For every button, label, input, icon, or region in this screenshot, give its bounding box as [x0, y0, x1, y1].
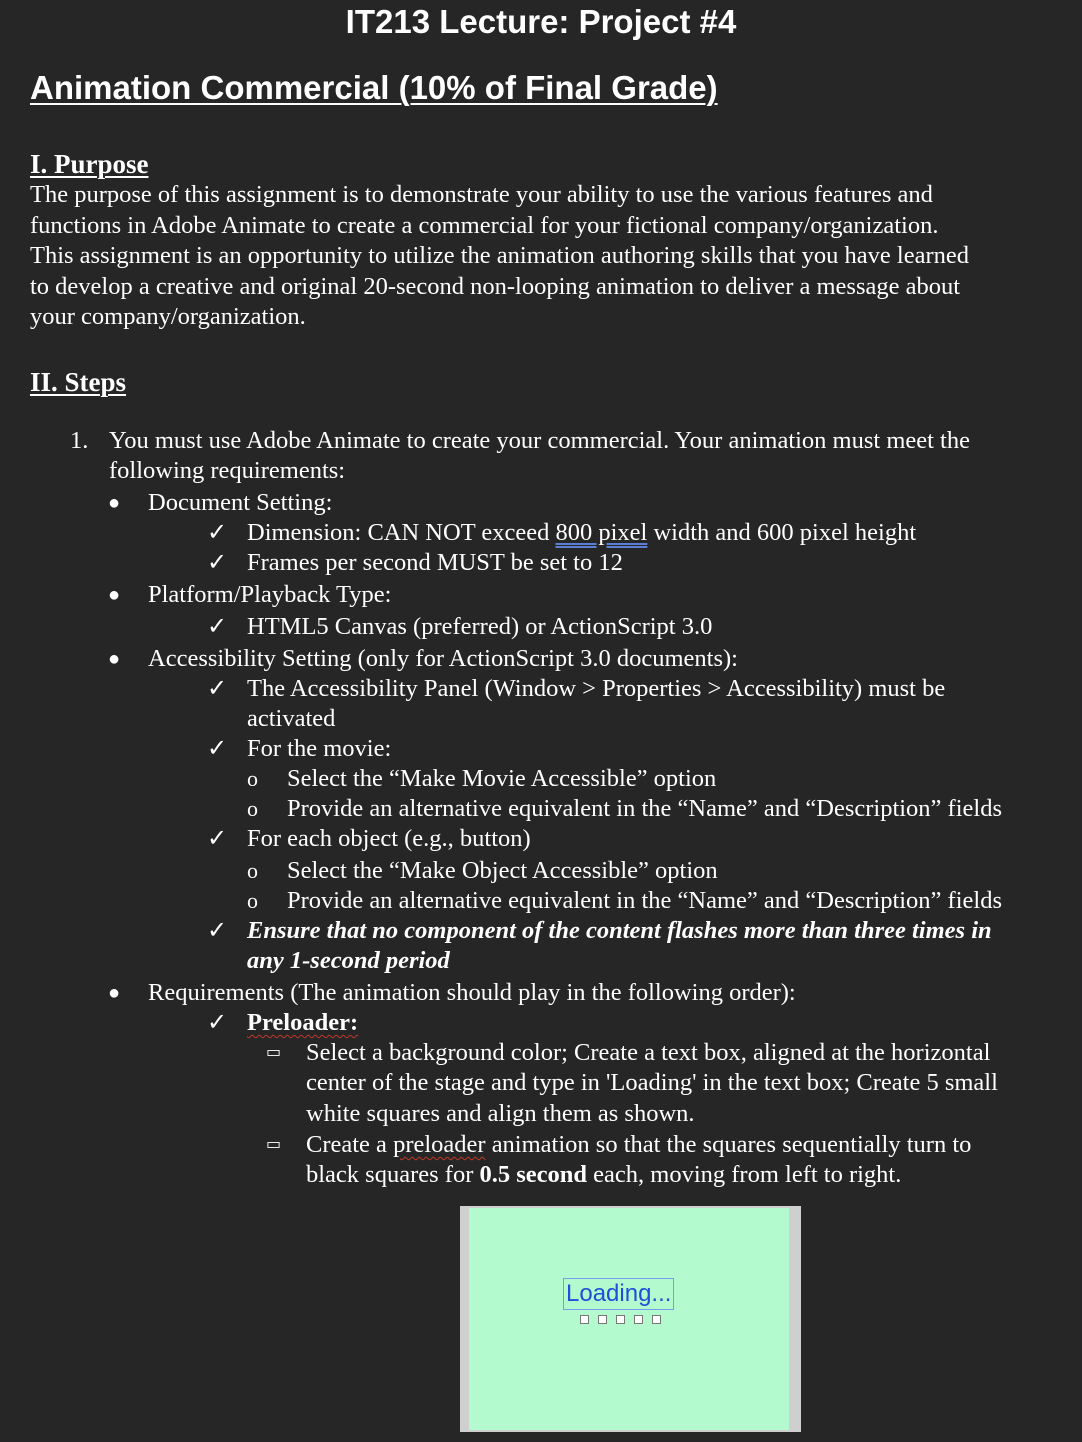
purpose-line: functions in Adobe Animate to create a commercial for your fictional company/organization.: [30, 211, 939, 239]
accessibility-panel-line: The Accessibility Panel (Window > Properties > Accessibility) must be: [247, 675, 946, 702]
purpose-line: your company/organization.: [30, 303, 306, 331]
circle-bullet-icon: o: [247, 858, 258, 883]
check-icon: ✓: [207, 918, 228, 944]
platform-label: Platform/Playback Type:: [148, 581, 392, 608]
circle-bullet-icon: o: [247, 888, 258, 913]
preloader-line: black squares for 0.5 second each, moving from left to right.: [306, 1161, 902, 1188]
check-icon: ✓: [207, 1010, 228, 1036]
box-bullet-icon: ▭: [266, 1044, 282, 1061]
loading-square: [598, 1315, 607, 1324]
movie-label: For the movie:: [247, 735, 392, 762]
preloader-line: white squares and align them as shown.: [306, 1100, 695, 1127]
circle-bullet-icon: o: [247, 766, 258, 791]
requirements-label: Requirements (The animation should play in the following order):: [148, 979, 796, 1006]
object-label: For each object (e.g., button): [247, 825, 531, 852]
preloader-line: Select a background color; Create a text box, aligned at the horizontal: [306, 1039, 991, 1066]
bullet-icon: ●: [108, 648, 121, 670]
circle-bullet-icon: o: [247, 796, 258, 821]
steps-heading: II. Steps: [30, 367, 127, 397]
check-icon: ✓: [207, 614, 228, 640]
purpose-line: The purpose of this assignment is to demonstrate your ability to use the various features and: [30, 181, 933, 208]
loading-square: [616, 1315, 625, 1324]
preloader-line: Create a preloader animation so that the squares sequentially turn to: [306, 1131, 972, 1158]
platform-value: HTML5 Canvas (preferred) or ActionScript 3.0: [247, 613, 713, 640]
dimension-text: Dimension: CAN NOT exceed 800 pixel width and 600 pixel height: [247, 519, 917, 546]
page-title: IT213 Lecture: Project #4: [345, 3, 737, 40]
preloader-label: Preloader:: [247, 1009, 359, 1036]
accessibility-label: Accessibility Setting (only for ActionScript 3.0 documents):: [148, 645, 738, 672]
fps-text: Frames per second MUST be set to 12: [247, 549, 623, 576]
purpose-heading: I. Purpose: [30, 149, 149, 179]
check-icon: ✓: [207, 520, 228, 546]
box-bullet-icon: ▭: [266, 1136, 282, 1153]
document-setting-label: Document Setting:: [148, 489, 333, 516]
loading-squares: [580, 1315, 661, 1324]
preloader-figure: [460, 1206, 801, 1432]
flash-note-line: Ensure that no component of the content flashes more than three times in: [247, 917, 992, 944]
purpose-line: This assignment is an opportunity to utilize the animation authoring skills that you have learned: [30, 242, 969, 270]
assignment-subtitle: Animation Commercial (10% of Final Grade): [30, 69, 718, 106]
object-item: Provide an alternative equivalent in the “Name” and “Description” fields: [287, 887, 1002, 914]
bullet-icon: ●: [108, 982, 121, 1004]
movie-item: Select the “Make Movie Accessible” option: [287, 765, 717, 792]
accessibility-panel-line: activated: [247, 705, 336, 732]
flash-note-line: any 1-second period: [247, 947, 450, 974]
loading-square: [634, 1315, 643, 1324]
loading-text: Loading...: [563, 1278, 674, 1310]
purpose-line: to develop a creative and original 20-second non-looping animation to deliver a message about: [30, 272, 961, 300]
preloader-stage: [469, 1208, 789, 1430]
bullet-icon: ●: [108, 492, 121, 514]
object-item: Select the “Make Object Accessible” option: [287, 857, 718, 884]
steps-intro-line: You must use Adobe Animate to create your commercial. Your animation must meet the: [109, 427, 970, 454]
list-number: 1.: [70, 427, 89, 454]
steps-intro-line: following requirements:: [109, 457, 346, 484]
check-icon: ✓: [207, 676, 228, 702]
loading-square: [580, 1315, 589, 1324]
check-icon: ✓: [207, 550, 228, 576]
movie-item: Provide an alternative equivalent in the “Name” and “Description” fields: [287, 795, 1002, 822]
preloader-line: center of the stage and type in 'Loading' in the text box; Create 5 small: [306, 1069, 998, 1096]
check-icon: ✓: [207, 736, 228, 762]
bullet-icon: ●: [108, 584, 121, 606]
check-icon: ✓: [207, 826, 228, 852]
loading-square: [652, 1315, 661, 1324]
